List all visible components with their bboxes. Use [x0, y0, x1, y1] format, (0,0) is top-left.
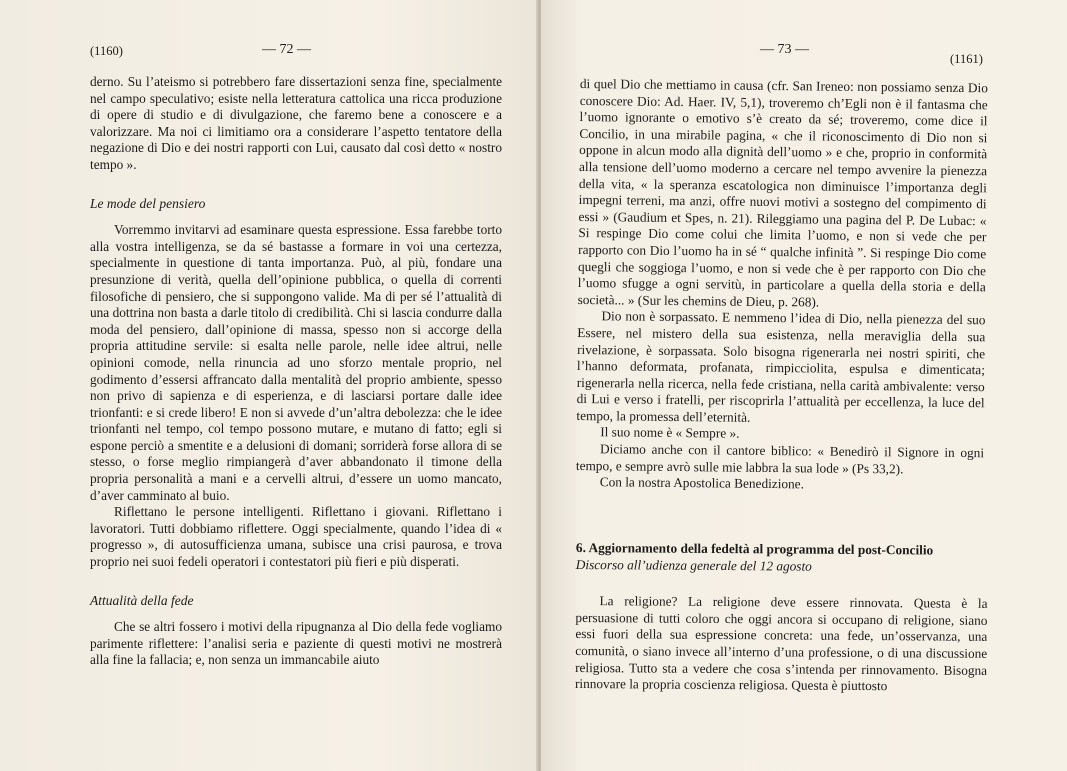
- paragraph-mode-1: Vorremmo invitarvi ad esaminare questa espressione. Essa farebbe torto alla vostra intelligenza, se da sé bastasse a formare in voi una certezza, specialmente in questione di tanta importanza. Può, al più, fondare una presunzione di verità, quella dell’opinione pubblica, o quella di correnti filosofiche di pensiero, che si suppongono valide. Ma di per sé l’attualità di una dottrina non basta a darle titolo di credibilità. Chi si lascia condurre dalla moda del pensiero, dall’opinione di massa, spesso non si accorge della propria attitudine servile: si esalta nelle parole, nelle idee altrui, nelle opinioni comode, nella rinuncia ad uno sforzo mentale proprio, nel godimento d’essersi affrancato dalla mentalità del proprio ambiente, spesso non privo di sapienza e di esperienza, e di lasciarsi portare dalle idee trionfanti: e si crede libero! E non si avvede d’un’altra debolezza: che le idee trionfanti nel tempo, col tempo possono mutare, e mutano di fatto; egli si espone perciò a smentite e a delusioni di domani; sorriderà forse allora di se stesso, o forse meglio rimpiangerà d’aver abbandonato il timone della propria personalità a mani e a cervelli altrui, d’essere un uomo mancato, d’aver camminato al buio.: [90, 222, 502, 503]
- paragraph-intro: derno. Su l’ateismo si potrebbero fare dissertazioni senza fine, specialmente nel campo speculativo; esiste nella letteratura cattolica una ricca produzione di opere di studio e di divulgazione, che faremo bene a conoscere e a valorizzare. Ma noi ci limitiamo ora a considerare l’aspetto tentatore della negazione di Dio e dei nostri rapporti con Lui, causato dal così detto « nostro tempo ».: [90, 74, 502, 172]
- section-title: 6. Aggiornamento della fedeltà al programma del post-Concilio: [575, 540, 934, 558]
- paragraph-benedizione: Con la nostra Apostolica Benedizione.: [599, 474, 805, 492]
- paragraph-fede: Che se altri fossero i motivi della ripugnanza al Dio della fede vogliamo parimente riflettere: l’analisi seria e paziente di questi motivi ne mostrerà alla fine la fallacia; e, non senza un immancabile aiuto: [90, 619, 502, 668]
- paragraph-religione: La religione? La religione deve essere rinnovata. Questa è la persuasione di tutti coloro che oggi ancora si occupano di religione, siano essi fuori della sua espressione concreta: una fede, un’osservanza, una comunità, o siano invece all’interno d’una professione, o di una discussione religiosa. Tutto sta a vedere che cosa s’intenda per rinnovamento. Bisogna rinnovare la propria coscienza religiosa. Questa è piuttosto: [574, 593, 988, 694]
- heading-mode-del-pensiero: Le mode del pensiero: [90, 195, 206, 211]
- heading-attualita-della-fede: Attualità della fede: [90, 592, 194, 608]
- section-subtitle: Discorso all’udienza generale del 12 agosto: [575, 556, 812, 574]
- paragraph-cantore: Diciamo anche con il cantore biblico: « Benedirò il Signore in ogni tempo, e sempre avrò sulle mie labbra la sua lode » (Ps 33,2).: [575, 441, 985, 477]
- left-folio: (1160): [90, 44, 123, 58]
- paragraph-sorpassato: Dio non è sorpassato. E nemmeno l’idea di Dio, nella pienezza del suo Essere, nel mistero della sua esistenza, nella meraviglia della sua rivelazione, è sorpassata. Solo bisogna rigenerarla nei nostri spiriti, che l’hanno deformata, profanata, rimpicciolita, espulsa e dimenticata; rigenerarla nella ricerca, nella fede cristiana, nella carità ambivalente: verso di Lui e verso i fratelli, per riscoprirla l’attualità per eccellenza, la luce del tempo, la promessa dell’eternità.: [576, 308, 986, 425]
- left-text-column: [90, 74, 502, 669]
- paragraph-continuation: di quel Dio che mettiamo in causa (cfr. San Ireneo: non possiamo senza Dio conoscere Dio: Ad. Haer. IV, 5,1), troveremo ch’Egli non è il fantasma che l’uomo ignorante o emotivo s’è creato da sé; troveremo, come dice il Concilio, in una mirabile pagina, « che il riconoscimento di Dio non si oppone in alcun modo alla dignità dell’uomo » e che, proprio in conformità alla tensione dell’uomo moderno a cercare nel tempo avvenire la pienezza della vita, « la speranza escatologica non diminuisce l’importanza degli impegni terreni, ma anzi, offre nuovi motivi a sostegno del compimento di essi » (Gaudium et Spes, n. 21). Rileggiamo una pagina del P. De Lubac: « Si respinge Dio come colui che limita l’uomo, e non si vede che per rapporto con Dio l’uomo ha in sé “ qualche infinità ”. Si respinge Dio come quegli che soggioga l’uomo, e non si vede che è per rapporto con Dio che l’uomo sfugge a ogni servitù, in particolare a quella della storia e della società... » (Sur les chemins de Dieu, p. 268).: [577, 76, 988, 310]
- right-text-column: [576, 76, 988, 495]
- right-folio: (1161): [950, 52, 983, 66]
- left-page-number: — 72 —: [262, 42, 311, 57]
- right-page-number: — 73 —: [760, 42, 809, 57]
- paragraph-mode-2: Riflettano le persone intelligenti. Riflettano i giovani. Riflettano i lavoratori. Tutti dobbiamo riflettere. Oggi specialmente, quando l’idea di « progresso », di autosufficienza umana, subisce una crisi paurosa, e trova proprio nei suoi fedeli operatori i contestatori più fieri e più disperati.: [90, 504, 502, 570]
- paragraph-nome: Il suo nome è « Sempre ».: [600, 424, 740, 442]
- section-6: [575, 540, 988, 696]
